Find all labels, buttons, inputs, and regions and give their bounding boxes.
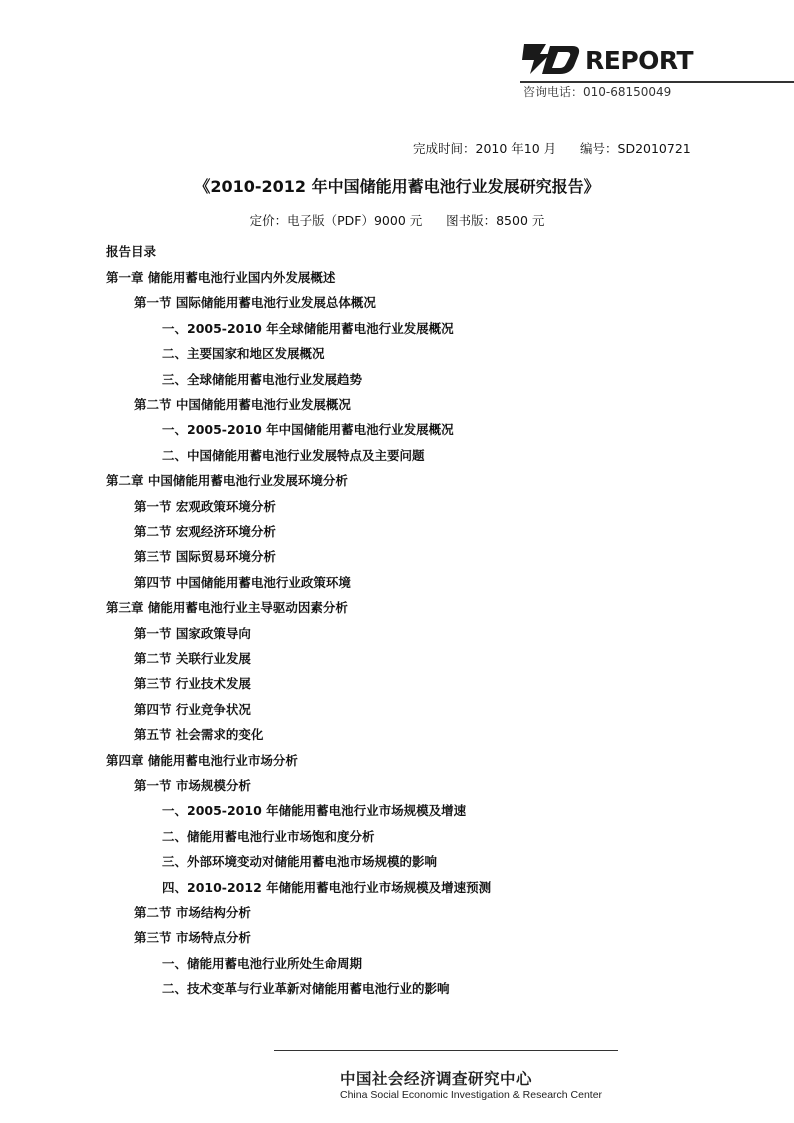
toc-entry-level-3: 一、储能用蓄电池行业所处生命周期 [162,955,363,971]
toc-entry-level-3: 二、主要国家和地区发展概况 [162,346,325,362]
contact-phone: 咨询电话：010-68150049 [523,85,672,99]
report-title: 《2010-2012 年中国储能用蓄电池行业发展研究报告》 [194,177,600,196]
toc-entry-level-2: 第二节 宏观经济环境分析 [134,524,276,539]
toc-entry-level-2: 第三节 行业技术发展 [134,676,251,692]
toc-entry-level-2: 第一节 宏观政策环境分析 [134,498,276,514]
toc-entry-level-3: 二、储能用蓄电池行业市场饱和度分析 [162,828,375,844]
footer-org-chinese: 中国社会经济调查研究中心 [340,1070,533,1088]
toc-entry-level-3: 二、技术变革与行业革新对储能用蓄电池行业的影响 [162,981,450,997]
toc-entry-level-1: 第一章 储能用蓄电池行业国内外发展概述 [106,270,336,285]
toc-entry-level-2: 第四节 行业竞争状况 [134,701,251,717]
toc-entry-level-2: 第四节 中国储能用蓄电池行业政策环境 [134,574,351,590]
toc-entry-level-1: 第二章 中国储能用蓄电池行业发展环境分析 [106,473,348,489]
toc-entry-level-2: 第三节 市场特点分析 [134,930,251,946]
toc-entry-level-2: 第一节 市场规模分析 [134,778,251,793]
toc-entry-level-3: 四、2010-2012 年储能用蓄电池行业市场规模及增速预测 [162,879,492,895]
toc-entry-level-2: 第二节 关联行业发展 [134,651,251,666]
footer-org-english: China Social Economic Investigation & Research Center [340,1089,603,1101]
toc-entry-level-2: 第二节 市场结构分析 [134,905,251,920]
toc-entry-level-2: 第三节 国际贸易环境分析 [134,549,276,565]
toc-entry-level-1: 第三章 储能用蓄电池行业主导驱动因素分析 [106,600,348,616]
toc-heading: 报告目录 [106,244,157,259]
footer-divider [274,1050,618,1051]
logo-report-text: REPORT [585,46,694,75]
toc-entry-level-2: 第一节 国际储能用蓄电池行业发展总体概况 [134,295,376,311]
toc-entry-level-2: 第一节 国家政策导向 [134,625,251,641]
toc-entry-level-3: 二、中国储能用蓄电池行业发展特点及主要问题 [162,447,425,463]
toc-entry-level-3: 一、2005-2010 年中国储能用蓄电池行业发展概况 [162,422,454,438]
price-line: 定价：电子版（PDF）9000 元 图书版：8500 元 [249,213,545,228]
toc-entry-level-1: 第四章 储能用蓄电池行业市场分析 [106,752,298,768]
toc-entry-level-3: 一、2005-2010 年全球储能用蓄电池行业发展概况 [162,320,454,336]
toc-entry-level-3: 三、全球储能用蓄电池行业发展趋势 [162,371,363,387]
toc-entry-level-3: 一、2005-2010 年储能用蓄电池行业市场规模及增速 [162,803,467,819]
toc-entry-level-2: 第五节 社会需求的变化 [134,727,264,743]
header-divider [520,81,794,83]
toc-entry-level-2: 第二节 中国储能用蓄电池行业发展概况 [134,397,351,412]
completion-and-code: 完成时间：2010 年10 月 编号：SD2010721 [413,141,691,156]
toc-entry-level-3: 三、外部环境变动对储能用蓄电池市场规模的影响 [162,854,438,870]
